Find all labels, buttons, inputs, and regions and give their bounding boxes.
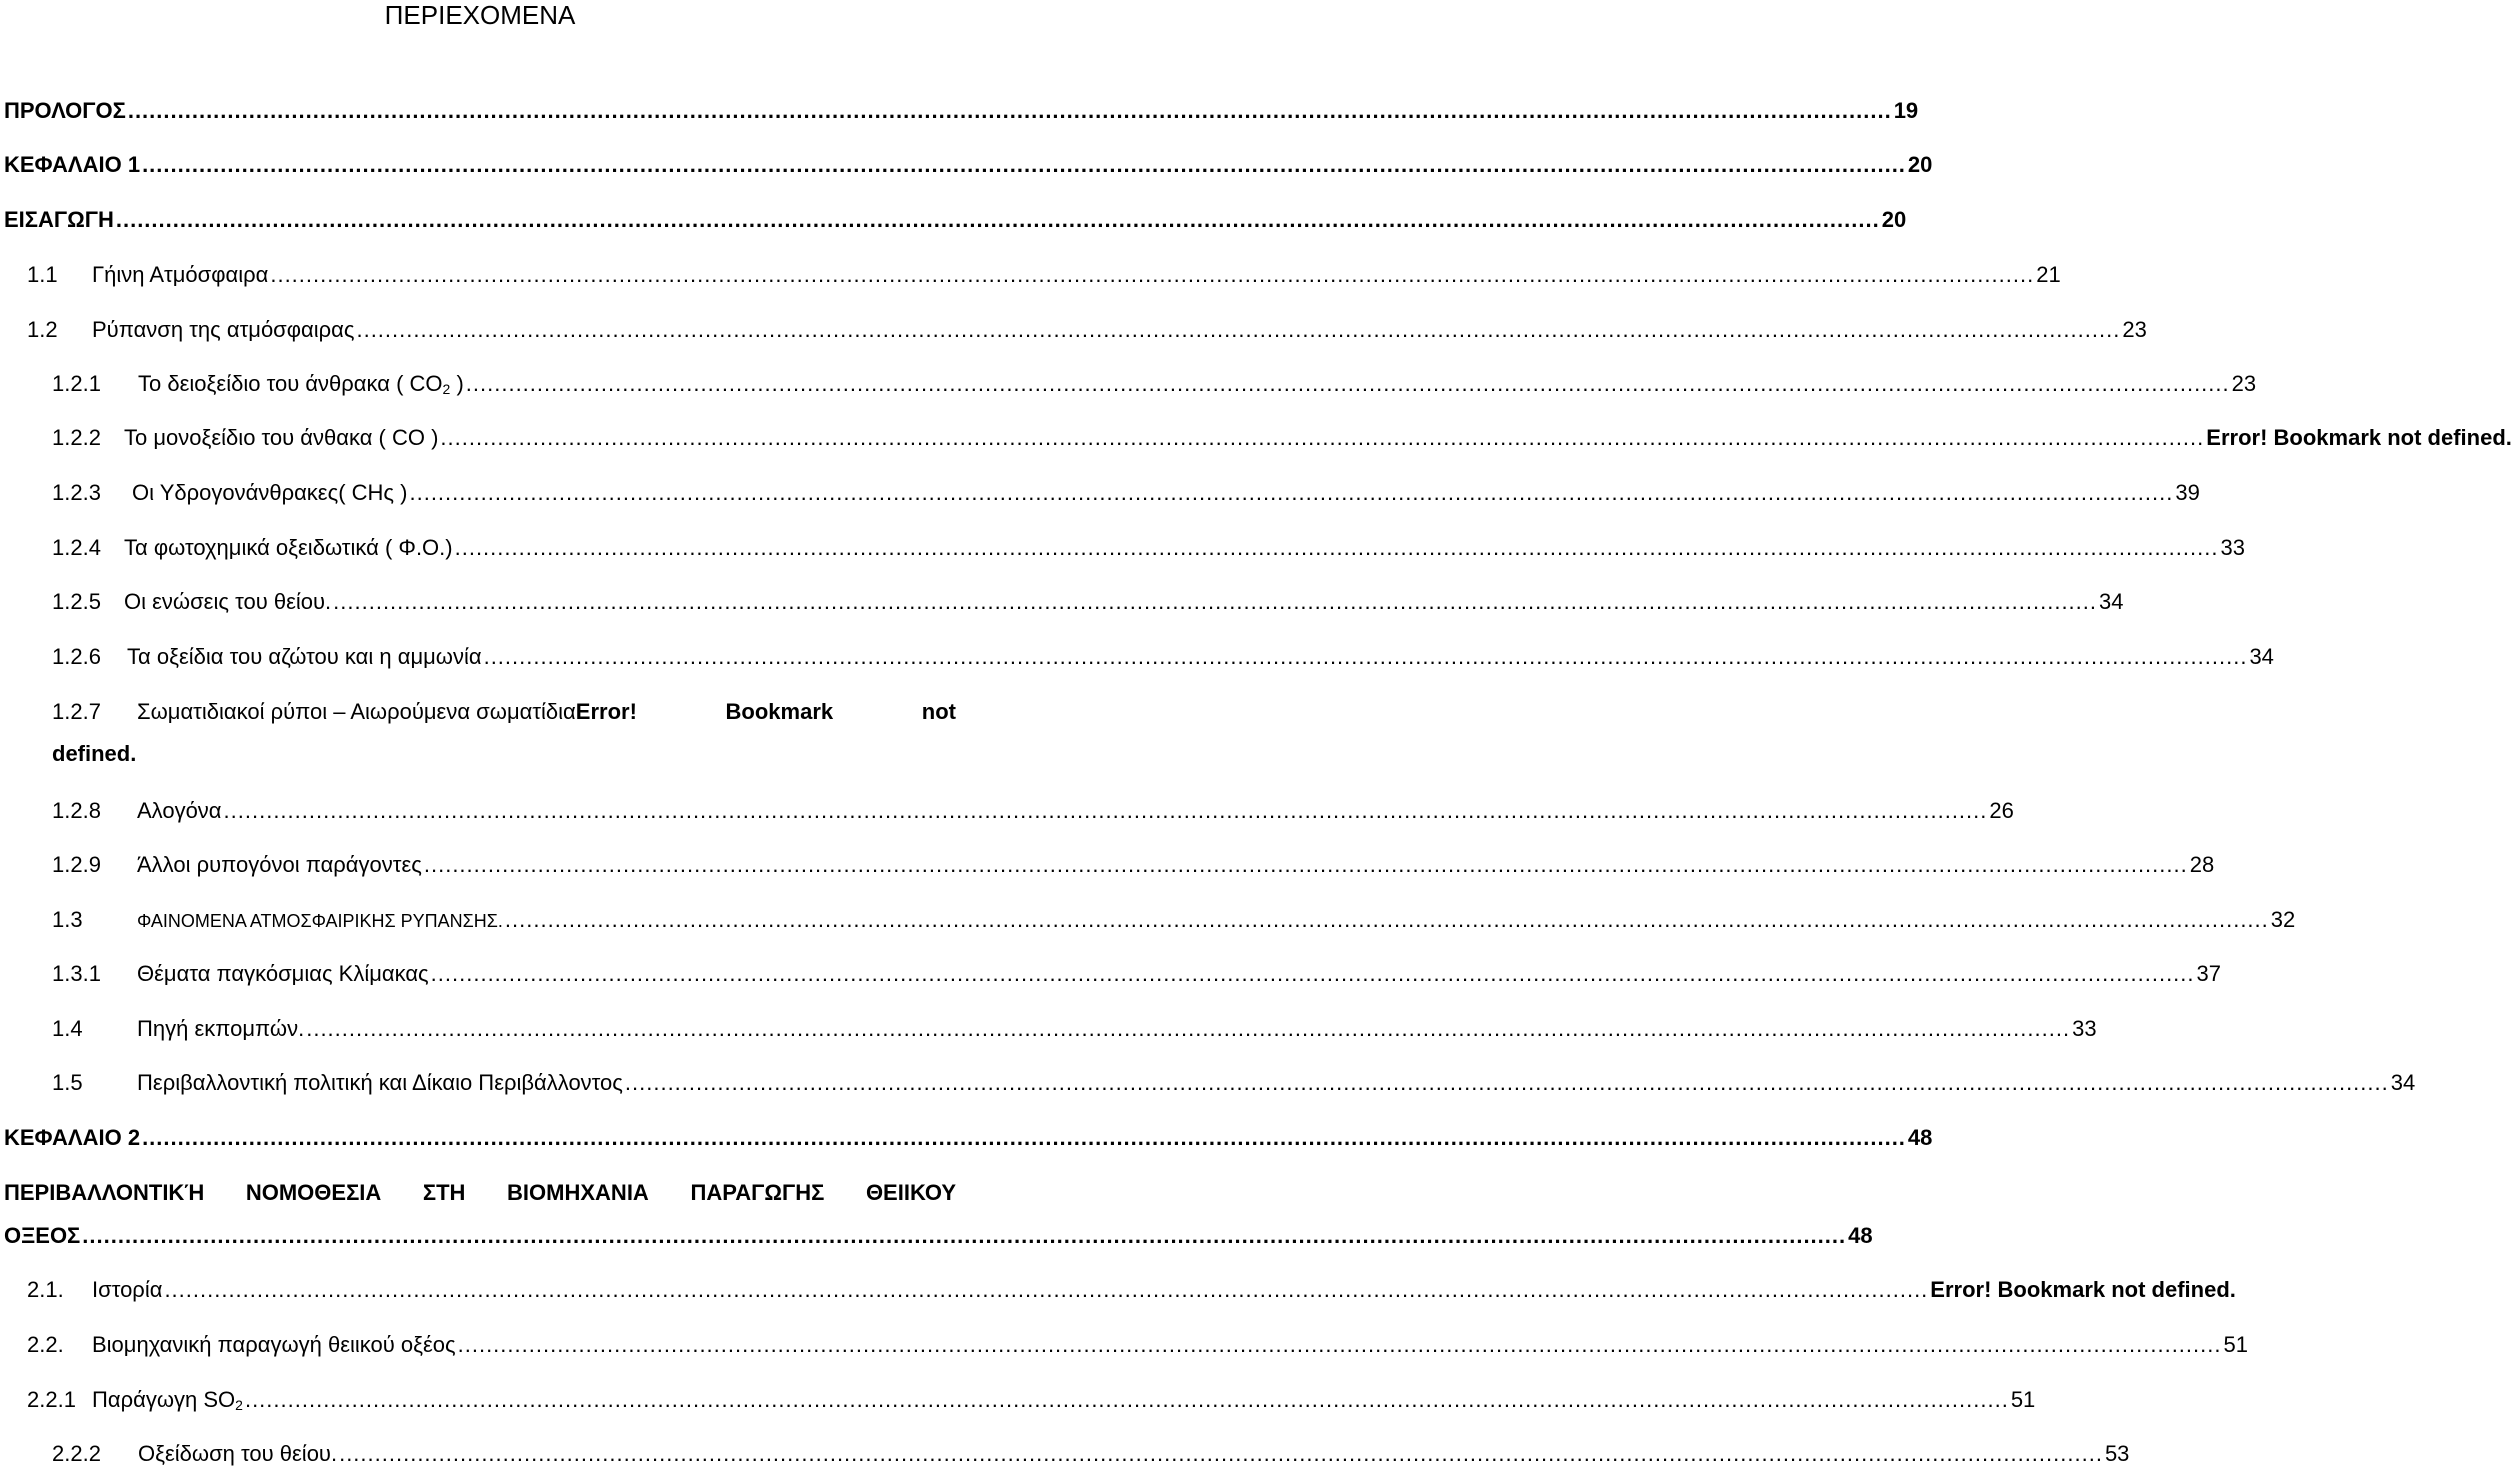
toc-entry-text xyxy=(138,370,464,403)
leader-dots xyxy=(424,851,2188,879)
leader-dots xyxy=(245,1386,2009,1414)
toc-entry-number: 2.2.2 xyxy=(52,1441,101,1466)
toc-word: ΠΕΡΙΒΑΛΛΟΝΤΙΚΉ xyxy=(4,1180,205,1205)
toc-word: ΘΕΙΙΚΟΥ xyxy=(865,1180,956,1205)
toc-entry-2-1[interactable] xyxy=(27,1276,2236,1304)
toc-page-number: 33 xyxy=(2220,535,2245,560)
toc-entry-text: ΚΕΦΑΛΑΙΟ 1 xyxy=(4,152,141,177)
leader-dots xyxy=(484,643,2248,671)
leader-dots xyxy=(625,1069,2389,1097)
bookmark-error-word: not xyxy=(921,699,956,724)
toc-entry-text: Άλλοι ρυπογόνοι παράγοντες xyxy=(137,852,422,877)
leader-dots xyxy=(142,1124,1906,1152)
toc-page-number: 51 xyxy=(2223,1332,2248,1357)
toc-entry-number: 2.1. xyxy=(27,1277,64,1302)
toc-page-number: 48 xyxy=(1907,1125,1933,1150)
toc-entry-number: 1.2.8 xyxy=(52,798,101,823)
leader-dots xyxy=(82,1222,1846,1250)
leader-dots xyxy=(164,1276,1928,1304)
leader-dots xyxy=(409,479,2173,507)
toc-page-number: 20 xyxy=(1907,152,1933,177)
toc-entry-introduction[interactable] xyxy=(4,206,1907,234)
toc-entry-1-2-7[interactable] xyxy=(52,698,956,768)
leader-dots xyxy=(466,370,2230,398)
toc-page-number: 34 xyxy=(2099,589,2124,614)
toc-entry-text: Το μονοξείδιο του άνθακα ( CO ) xyxy=(124,425,439,450)
toc-entry-1-2-2[interactable] xyxy=(52,424,2512,452)
leader-dots xyxy=(356,316,2120,344)
toc-entry-number: 1.2.1 xyxy=(52,371,101,396)
bookmark-error: Error! Bookmark not defined. xyxy=(1930,1277,2236,1302)
toc-page-number: 23 xyxy=(2231,371,2257,396)
leader-dots xyxy=(505,906,2269,934)
toc-entry-2-2[interactable] xyxy=(27,1331,2248,1359)
toc-entry-text: Πηγή εκπομπών. xyxy=(137,1016,305,1041)
toc-entry-prologue[interactable] xyxy=(4,97,1919,125)
toc-entry-text: ΟΞΕΟΣ xyxy=(4,1223,81,1248)
toc-entry-text xyxy=(92,1386,243,1419)
toc-page-number: 28 xyxy=(2189,852,2215,877)
toc-entry-number: 2.2. xyxy=(27,1332,64,1357)
toc-entry-number: 2.2.1 xyxy=(27,1387,76,1412)
toc-entry-text: Οι Υδρογονάνθρακες( CHς ) xyxy=(132,480,408,505)
leader-dots xyxy=(455,534,2219,562)
toc-entry-2-2-2[interactable] xyxy=(52,1440,2130,1468)
toc-entry-1-4[interactable] xyxy=(52,1015,2097,1043)
toc-entry-number: 1.2.3 xyxy=(52,480,101,505)
leader-dots xyxy=(440,424,2204,452)
toc-entry-chapter-1[interactable] xyxy=(4,151,1933,179)
toc-entry-number: 1.2.4 xyxy=(52,535,101,560)
toc-entry-number: 1.2.6 xyxy=(52,644,101,669)
bookmark-error-word: defined. xyxy=(52,741,137,766)
toc-entry-1-2-4[interactable] xyxy=(52,534,2245,562)
toc-page-number: 34 xyxy=(2249,644,2274,669)
toc-page-number: 33 xyxy=(2072,1016,2097,1041)
leader-dots xyxy=(339,1440,2103,1468)
toc-page-number: 19 xyxy=(1893,98,1919,123)
toc-entry-environmental-legislation-cont[interactable] xyxy=(4,1222,1873,1250)
toc-word: ΒΙΟΜΗΧΑΝΙΑ xyxy=(507,1180,649,1205)
toc-page-number: 51 xyxy=(2010,1387,2036,1412)
toc-entry-number: 1.2.5 xyxy=(52,589,101,614)
toc-entry-environmental-legislation[interactable] xyxy=(4,1179,956,1207)
toc-entry-text: Οι ενώσεις του θείου. xyxy=(124,589,332,614)
leader-dots xyxy=(431,960,2195,988)
toc-entry-1-2-3[interactable] xyxy=(52,479,2200,507)
toc-page-number: 32 xyxy=(2270,907,2296,932)
toc-page-number: 53 xyxy=(2104,1441,2130,1466)
toc-entry-number: 1.2.2 xyxy=(52,425,101,450)
bookmark-error: Error! xyxy=(575,699,637,724)
toc-entry-number: 1.5 xyxy=(52,1070,83,1095)
toc-word: ΝΟΜΟΘΕΣΙΑ xyxy=(245,1180,382,1205)
toc-entry-1-2-8[interactable] xyxy=(52,797,2014,825)
toc-entry-text: ΚΕΦΑΛΑΙΟ 2 xyxy=(4,1125,141,1150)
toc-entry-text: Θέματα παγκόσμιας Κλίμακας xyxy=(137,961,429,986)
subscript: 2 xyxy=(442,381,451,397)
toc-entry-text: Τα οξείδια του αζώτου και η αμμωνία xyxy=(127,644,482,669)
toc-entry-1-5[interactable] xyxy=(52,1069,2416,1097)
toc-entry-text: Σωματιδιακοί ρύποι – Αιωρούμενα σωματίδια xyxy=(137,699,576,724)
toc-entry-1-3-1[interactable] xyxy=(52,960,2222,988)
toc-page-number: 21 xyxy=(2036,262,2061,287)
toc-entry-text-main: Παράγωγη SO xyxy=(92,1387,236,1412)
toc-entry-text: Βιομηχανική παραγωγή θειικού οξέος xyxy=(92,1332,456,1357)
toc-entry-number: 1.1 xyxy=(27,262,58,287)
bookmark-error-word: Bookmark xyxy=(725,699,834,724)
toc-entry-1-2-5[interactable] xyxy=(52,588,2124,616)
toc-entry-number: 1.3.1 xyxy=(52,961,101,986)
leader-dots xyxy=(333,588,2097,616)
leader-dots xyxy=(270,261,2034,289)
toc-entry-text: Οξείδωση του θείου. xyxy=(138,1441,338,1466)
toc-entry-text: Αλογόνα xyxy=(137,798,222,823)
toc-entry-lead xyxy=(52,698,637,726)
toc-page-number: 26 xyxy=(1989,798,2014,823)
toc-entry-text: Περιβαλλοντική πολιτική και Δίκαιο Περιβάλλοντος xyxy=(137,1070,623,1095)
toc-entry-text: Ιστορία xyxy=(92,1277,163,1302)
toc-page-number: 23 xyxy=(2122,317,2147,342)
leader-dots xyxy=(224,797,1988,825)
toc-entry-text: ΦΑΙΝΟΜΕΝΑ ΑΤΜΟΣΦΑΙΡΙΚΗΣ ΡΥΠΑΝΣΗΣ. xyxy=(137,911,503,931)
toc-entry-text: Ρύπανση της ατμόσφαιρας xyxy=(92,317,355,342)
toc-entry-1-2-6[interactable] xyxy=(52,643,2274,671)
subscript: 2 xyxy=(235,1397,243,1413)
toc-page-number: 39 xyxy=(2175,480,2200,505)
toc-entry-2-2-1[interactable] xyxy=(27,1386,2036,1414)
leader-dots xyxy=(128,97,1892,125)
toc-word: ΠΑΡΑΓΩΓΗΣ xyxy=(690,1180,825,1205)
toc-entry-text: ΠΡΟΛΟΓΟΣ xyxy=(4,98,126,123)
toc-entry-number: 1.2.7 xyxy=(52,699,101,724)
toc-page-number: 48 xyxy=(1848,1223,1873,1248)
toc-page-number: 37 xyxy=(2196,961,2222,986)
leader-dots xyxy=(142,151,1906,179)
justified-line xyxy=(4,1179,956,1207)
toc-entry-1-2-1[interactable] xyxy=(52,370,2257,398)
toc-entry-text: Γήινη Ατμόσφαιρα xyxy=(92,262,269,287)
toc-entry-1-2-9[interactable] xyxy=(52,851,2215,879)
toc-entry-chapter-2[interactable] xyxy=(4,1124,1933,1152)
toc-entry-number: 1.2.9 xyxy=(52,852,101,877)
toc-entry-text: Τα φωτοχημικά οξειδωτικά ( Φ.Ο.) xyxy=(124,535,453,560)
toc-page-number: 34 xyxy=(2390,1070,2416,1095)
toc-entry-number: 1.3 xyxy=(52,907,83,932)
toc-entry-text-main: Το δειοξείδιο του άνθρακα ( CO xyxy=(138,371,443,396)
toc-entry-number: 1.4 xyxy=(52,1016,83,1041)
leader-dots xyxy=(458,1331,2222,1359)
toc-entry-text-after: ) xyxy=(450,371,464,396)
toc-entry-1-2[interactable] xyxy=(27,316,2147,344)
leader-dots xyxy=(116,206,1880,234)
toc-entry-1-1[interactable] xyxy=(27,261,2061,289)
page-title: ΠΕΡΙΕΧΟΜΕΝΑ xyxy=(384,0,576,30)
toc-entry-1-3[interactable] xyxy=(52,906,2296,934)
leader-dots xyxy=(306,1015,2070,1043)
bookmark-error: Error! Bookmark not defined. xyxy=(2206,425,2512,450)
toc-word: ΣΤΗ xyxy=(422,1180,466,1205)
toc-entry-number: 1.2 xyxy=(27,317,58,342)
toc-entry-text: ΕΙΣΑΓΩΓΗ xyxy=(4,207,114,232)
toc-page-number: 20 xyxy=(1881,207,1907,232)
